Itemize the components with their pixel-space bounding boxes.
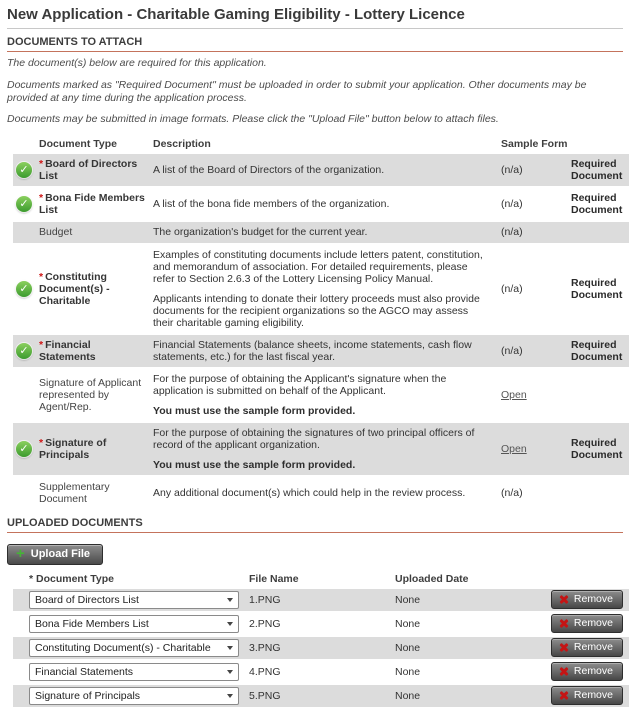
sample-form-cell xyxy=(501,443,571,455)
document-type-select[interactable] xyxy=(29,615,239,633)
required-document-label: Required Document xyxy=(571,192,623,217)
document-type-cell xyxy=(39,192,153,216)
status-cell xyxy=(13,162,39,178)
description-text: Applicants intending to donate their lottery proceeds must also provide documents for the recipient organizations so the AGCO may assess their charitable gaming eligibility. xyxy=(153,292,480,329)
document-type-name: Board of Directors List xyxy=(39,158,138,183)
sample-form-open-link[interactable]: Open xyxy=(501,443,527,456)
upload-file-label: Upload File xyxy=(30,547,91,560)
document-type-header: Document Type xyxy=(39,138,117,151)
sample-form-value: (n/a) xyxy=(501,344,523,357)
description-cell xyxy=(153,198,501,210)
status-cell xyxy=(13,343,39,359)
uploaded-date: None xyxy=(395,641,421,654)
uploaded-table-header xyxy=(13,571,629,589)
sample-form-value: (n/a) xyxy=(501,226,523,239)
description-cell xyxy=(153,249,501,329)
uploaded-date: None xyxy=(395,617,421,630)
sample-form-header: Sample Form xyxy=(501,138,568,151)
sample-form-cell xyxy=(501,389,571,401)
document-type-name: Budget xyxy=(39,226,73,239)
document-row xyxy=(13,369,629,421)
uploaded-date: None xyxy=(395,689,421,702)
description-cell xyxy=(153,226,501,238)
description-cell xyxy=(153,487,501,499)
description-cell xyxy=(153,373,501,417)
document-type-cell xyxy=(39,377,153,413)
remove-label: Remove xyxy=(573,641,613,653)
sample-form-cell xyxy=(501,487,571,499)
document-row xyxy=(13,188,629,220)
document-type-cell xyxy=(39,481,153,505)
remove-button[interactable] xyxy=(551,686,623,705)
sample-form-value: (n/a) xyxy=(501,198,523,211)
document-type-select[interactable] xyxy=(29,663,239,681)
file-name: 4.PNG xyxy=(249,665,281,678)
description-cell xyxy=(153,427,501,471)
sample-form-cell xyxy=(501,198,571,210)
remove-label: Remove xyxy=(573,689,613,701)
chevron-down-icon xyxy=(227,622,233,626)
remove-button[interactable] xyxy=(551,614,623,633)
document-type-cell xyxy=(13,639,249,657)
document-row xyxy=(13,245,629,333)
sample-form-value: (n/a) xyxy=(501,487,523,500)
description-text: For the purpose of obtaining the signatures of two principal officers of record of the applicant organization. xyxy=(153,427,475,452)
x-icon xyxy=(559,618,569,628)
document-type-cell xyxy=(13,615,249,633)
description-note: You must use the sample form provided. xyxy=(153,459,356,472)
document-row xyxy=(13,154,629,186)
file-name: 2.PNG xyxy=(249,617,281,630)
select-value: Signature of Principals xyxy=(35,689,141,702)
remove-button[interactable] xyxy=(551,662,623,681)
file-name: 5.PNG xyxy=(249,689,281,702)
x-icon xyxy=(559,594,569,604)
remove-label: Remove xyxy=(573,617,613,629)
check-icon: ✓ xyxy=(16,196,32,212)
file-name: 1.PNG xyxy=(249,593,281,606)
documents-table xyxy=(13,135,629,509)
sample-form-cell xyxy=(501,164,571,176)
select-value: Constituting Document(s) - Charitable xyxy=(35,641,211,654)
uploaded-date-header: Uploaded Date xyxy=(395,572,469,585)
description-header: Description xyxy=(153,138,211,151)
description-text: Financial Statements (balance sheets, income statements, cash flow statements, etc.) for the last fiscal year. xyxy=(153,338,472,363)
plus-icon: + xyxy=(16,544,25,562)
document-row xyxy=(13,477,629,509)
documents-to-attach-heading: DOCUMENTS TO ATTACH xyxy=(7,36,623,52)
required-document-label: Required Document xyxy=(571,276,623,301)
uploaded-document-row xyxy=(13,661,629,683)
documents-table-header xyxy=(13,135,629,154)
description-cell xyxy=(153,164,501,176)
document-type-cell xyxy=(13,663,249,681)
actions-cell xyxy=(541,614,629,633)
actions-cell xyxy=(541,638,629,657)
check-icon: ✓ xyxy=(16,343,32,359)
document-type-cell xyxy=(39,339,153,363)
document-type-cell xyxy=(13,687,249,705)
remove-button[interactable] xyxy=(551,638,623,657)
sample-form-cell xyxy=(501,226,571,238)
sample-form-cell xyxy=(501,283,571,295)
document-type-cell xyxy=(13,591,249,609)
remove-label: Remove xyxy=(573,593,613,605)
remove-button[interactable] xyxy=(551,590,623,609)
chevron-down-icon xyxy=(227,670,233,674)
sample-form-value: (n/a) xyxy=(501,282,523,295)
chevron-down-icon xyxy=(227,694,233,698)
actions-cell xyxy=(541,686,629,705)
required-asterisk: * xyxy=(39,158,44,171)
chevron-down-icon xyxy=(227,598,233,602)
document-row xyxy=(13,222,629,242)
required-asterisk: * xyxy=(39,192,44,205)
intro-line: Documents may be submitted in image formats. Please click the "Upload File" button below to attach files. xyxy=(7,113,499,126)
intro-line: The document(s) below are required for this application. xyxy=(7,57,267,69)
page-title: New Application - Charitable Gaming Eligibility - Lottery Licence xyxy=(7,0,623,29)
document-type-cell xyxy=(39,271,153,307)
status-cell xyxy=(13,281,39,297)
sample-form-value: (n/a) xyxy=(501,164,523,177)
document-type-name: Signature of Applicant represented by Agent/Rep. xyxy=(39,377,142,414)
status-cell xyxy=(13,441,39,457)
document-type-cell xyxy=(39,226,153,238)
status-cell xyxy=(13,196,39,212)
description-text: For the purpose of obtaining the Applicant's signature when the application is submitted on behalf of the Applicant. xyxy=(153,373,447,398)
file-name: 3.PNG xyxy=(249,641,281,654)
actions-cell xyxy=(541,590,629,609)
document-row xyxy=(13,335,629,367)
required-asterisk: * xyxy=(39,437,44,450)
select-value: Financial Statements xyxy=(35,665,134,678)
x-icon xyxy=(559,666,569,676)
document-type-select[interactable] xyxy=(29,639,239,657)
select-value: Board of Directors List xyxy=(35,593,139,606)
check-icon: ✓ xyxy=(16,441,32,457)
description-text: The organization's budget for the current year. xyxy=(153,226,368,239)
uploaded-date: None xyxy=(395,593,421,606)
document-type-name: Constituting Document(s) - Charitable xyxy=(39,270,110,307)
required-document-label: Required Document xyxy=(571,338,623,363)
x-icon xyxy=(559,690,569,700)
required-document-label: Required Document xyxy=(571,437,623,462)
uploaded-date: None xyxy=(395,665,421,678)
check-icon: ✓ xyxy=(16,281,32,297)
required-document-label: Required Document xyxy=(571,158,623,183)
uploaded-document-row xyxy=(13,589,629,611)
document-type-name: Supplementary Document xyxy=(39,481,110,506)
document-type-name: Financial Statements xyxy=(39,338,96,363)
remove-label: Remove xyxy=(573,665,613,677)
description-text: Examples of constituting documents include letters patent, constitution, and memorandum of association. For detailed requirements, please refer to Section 2.6.3 of the Lottery Licensing Policy Manual. xyxy=(153,248,483,285)
check-icon: ✓ xyxy=(16,162,32,178)
intro-text xyxy=(7,57,623,126)
chevron-down-icon xyxy=(227,646,233,650)
file-name-header: File Name xyxy=(249,572,299,585)
document-type-cell xyxy=(39,437,153,461)
uploaded-document-row xyxy=(13,637,629,659)
x-icon xyxy=(559,642,569,652)
actions-cell xyxy=(541,662,629,681)
upload-file-button[interactable] xyxy=(7,544,103,565)
document-type-header: * Document Type xyxy=(29,572,114,585)
description-note: You must use the sample form provided. xyxy=(153,405,356,418)
document-type-select[interactable] xyxy=(29,687,239,705)
document-row xyxy=(13,423,629,475)
document-type-name: Signature of Principals xyxy=(39,437,107,462)
sample-form-open-link[interactable]: Open xyxy=(501,389,527,402)
description-text: Any additional document(s) which could help in the review process. xyxy=(153,487,466,500)
select-value: Bona Fide Members List xyxy=(35,617,149,630)
description-cell xyxy=(153,339,501,363)
description-text: A list of the Board of Directors of the organization. xyxy=(153,164,385,177)
required-asterisk: * xyxy=(39,338,44,351)
uploaded-document-row xyxy=(13,685,629,707)
uploaded-document-row xyxy=(13,613,629,635)
description-text: A list of the bona fide members of the organization. xyxy=(153,198,390,211)
document-type-cell xyxy=(39,158,153,182)
required-asterisk: * xyxy=(39,270,44,283)
document-type-name: Bona Fide Members List xyxy=(39,192,145,217)
intro-line: Documents marked as "Required Document" must be uploaded in order to submit your application. Other documents may be provided at any time during the application process. xyxy=(7,78,587,104)
document-type-select[interactable] xyxy=(29,591,239,609)
sample-form-cell xyxy=(501,345,571,357)
uploaded-documents-heading: UPLOADED DOCUMENTS xyxy=(7,517,623,533)
